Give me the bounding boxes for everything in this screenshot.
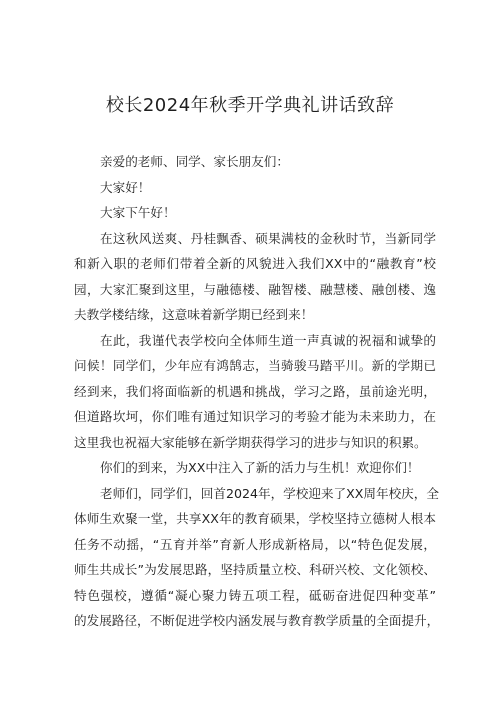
paragraph-line: 问候！同学们，少年应有鸿鹄志，当骑骏马踏平川。新的学期已 [74, 358, 436, 373]
paragraph-line: 体师生欢聚一堂，共享XX年的教育硕果，学校坚持立德树人根本 [74, 511, 436, 526]
paragraph-line: 但道路坎坷，你们唯有通过知识学习的考验才能为未来助力，在 [74, 409, 436, 424]
paragraph-line: 园，大家汇聚到这里，与融德楼、融智楼、融慧楼、融创楼、逸 [74, 281, 436, 297]
greeting-line: 大家下午好！ [100, 205, 176, 220]
paragraph-line: 你们的到来，为XX中注入了新的活力与生机！欢迎你们！ [100, 460, 420, 475]
paragraph-line: 夫教学楼结缘，这意味着新学期已经到来！ [74, 307, 314, 322]
paragraph-line: 和新入职的老师们带着全新的风貌进入我们XX中的“融教育”校 [74, 256, 436, 271]
paragraph-line: 特色强校，遵循“凝心聚力铸五项工程，砥砺奋进促四种变革” [74, 587, 436, 603]
document-body [74, 149, 440, 634]
paragraph-line: 这里我也祝福大家能够在新学期获得学习的进步与知识的积累。 [74, 434, 427, 450]
document-title: 校长2024年秋季开学典礼讲话致辞 [105, 95, 395, 116]
paragraph-line: 在这秋风送爽、丹桂飘香、硕果满枝的金秋时节，当新同学 [100, 230, 436, 246]
salutation-line: 亲爱的老师、同学、家长朋友们： [100, 154, 289, 169]
paragraph-line: 师生共成长”为发展思路，坚持质量立校、科研兴校、文化领校、 [74, 562, 436, 577]
greeting-line: 大家好！ [100, 179, 151, 195]
paragraph-line: 的发展路径，不断促进学校内涵发展与教育教学质量的全面提升， [74, 613, 440, 628]
paragraph-line: 经到来，我们将面临新的机遇和挑战，学习之路，虽前途光明， [74, 383, 436, 399]
paragraph-line: 老师们，同学们，回首2024年，学校迎来了XX周年校庆，全 [100, 485, 439, 501]
paragraph-line: 任务不动摇，“五育并举”育新人形成新格局，以“特色促发展， [74, 536, 436, 552]
paragraph-line: 在此，我谨代表学校向全体师生道一声真诚的祝福和诚挚的 [100, 332, 436, 348]
